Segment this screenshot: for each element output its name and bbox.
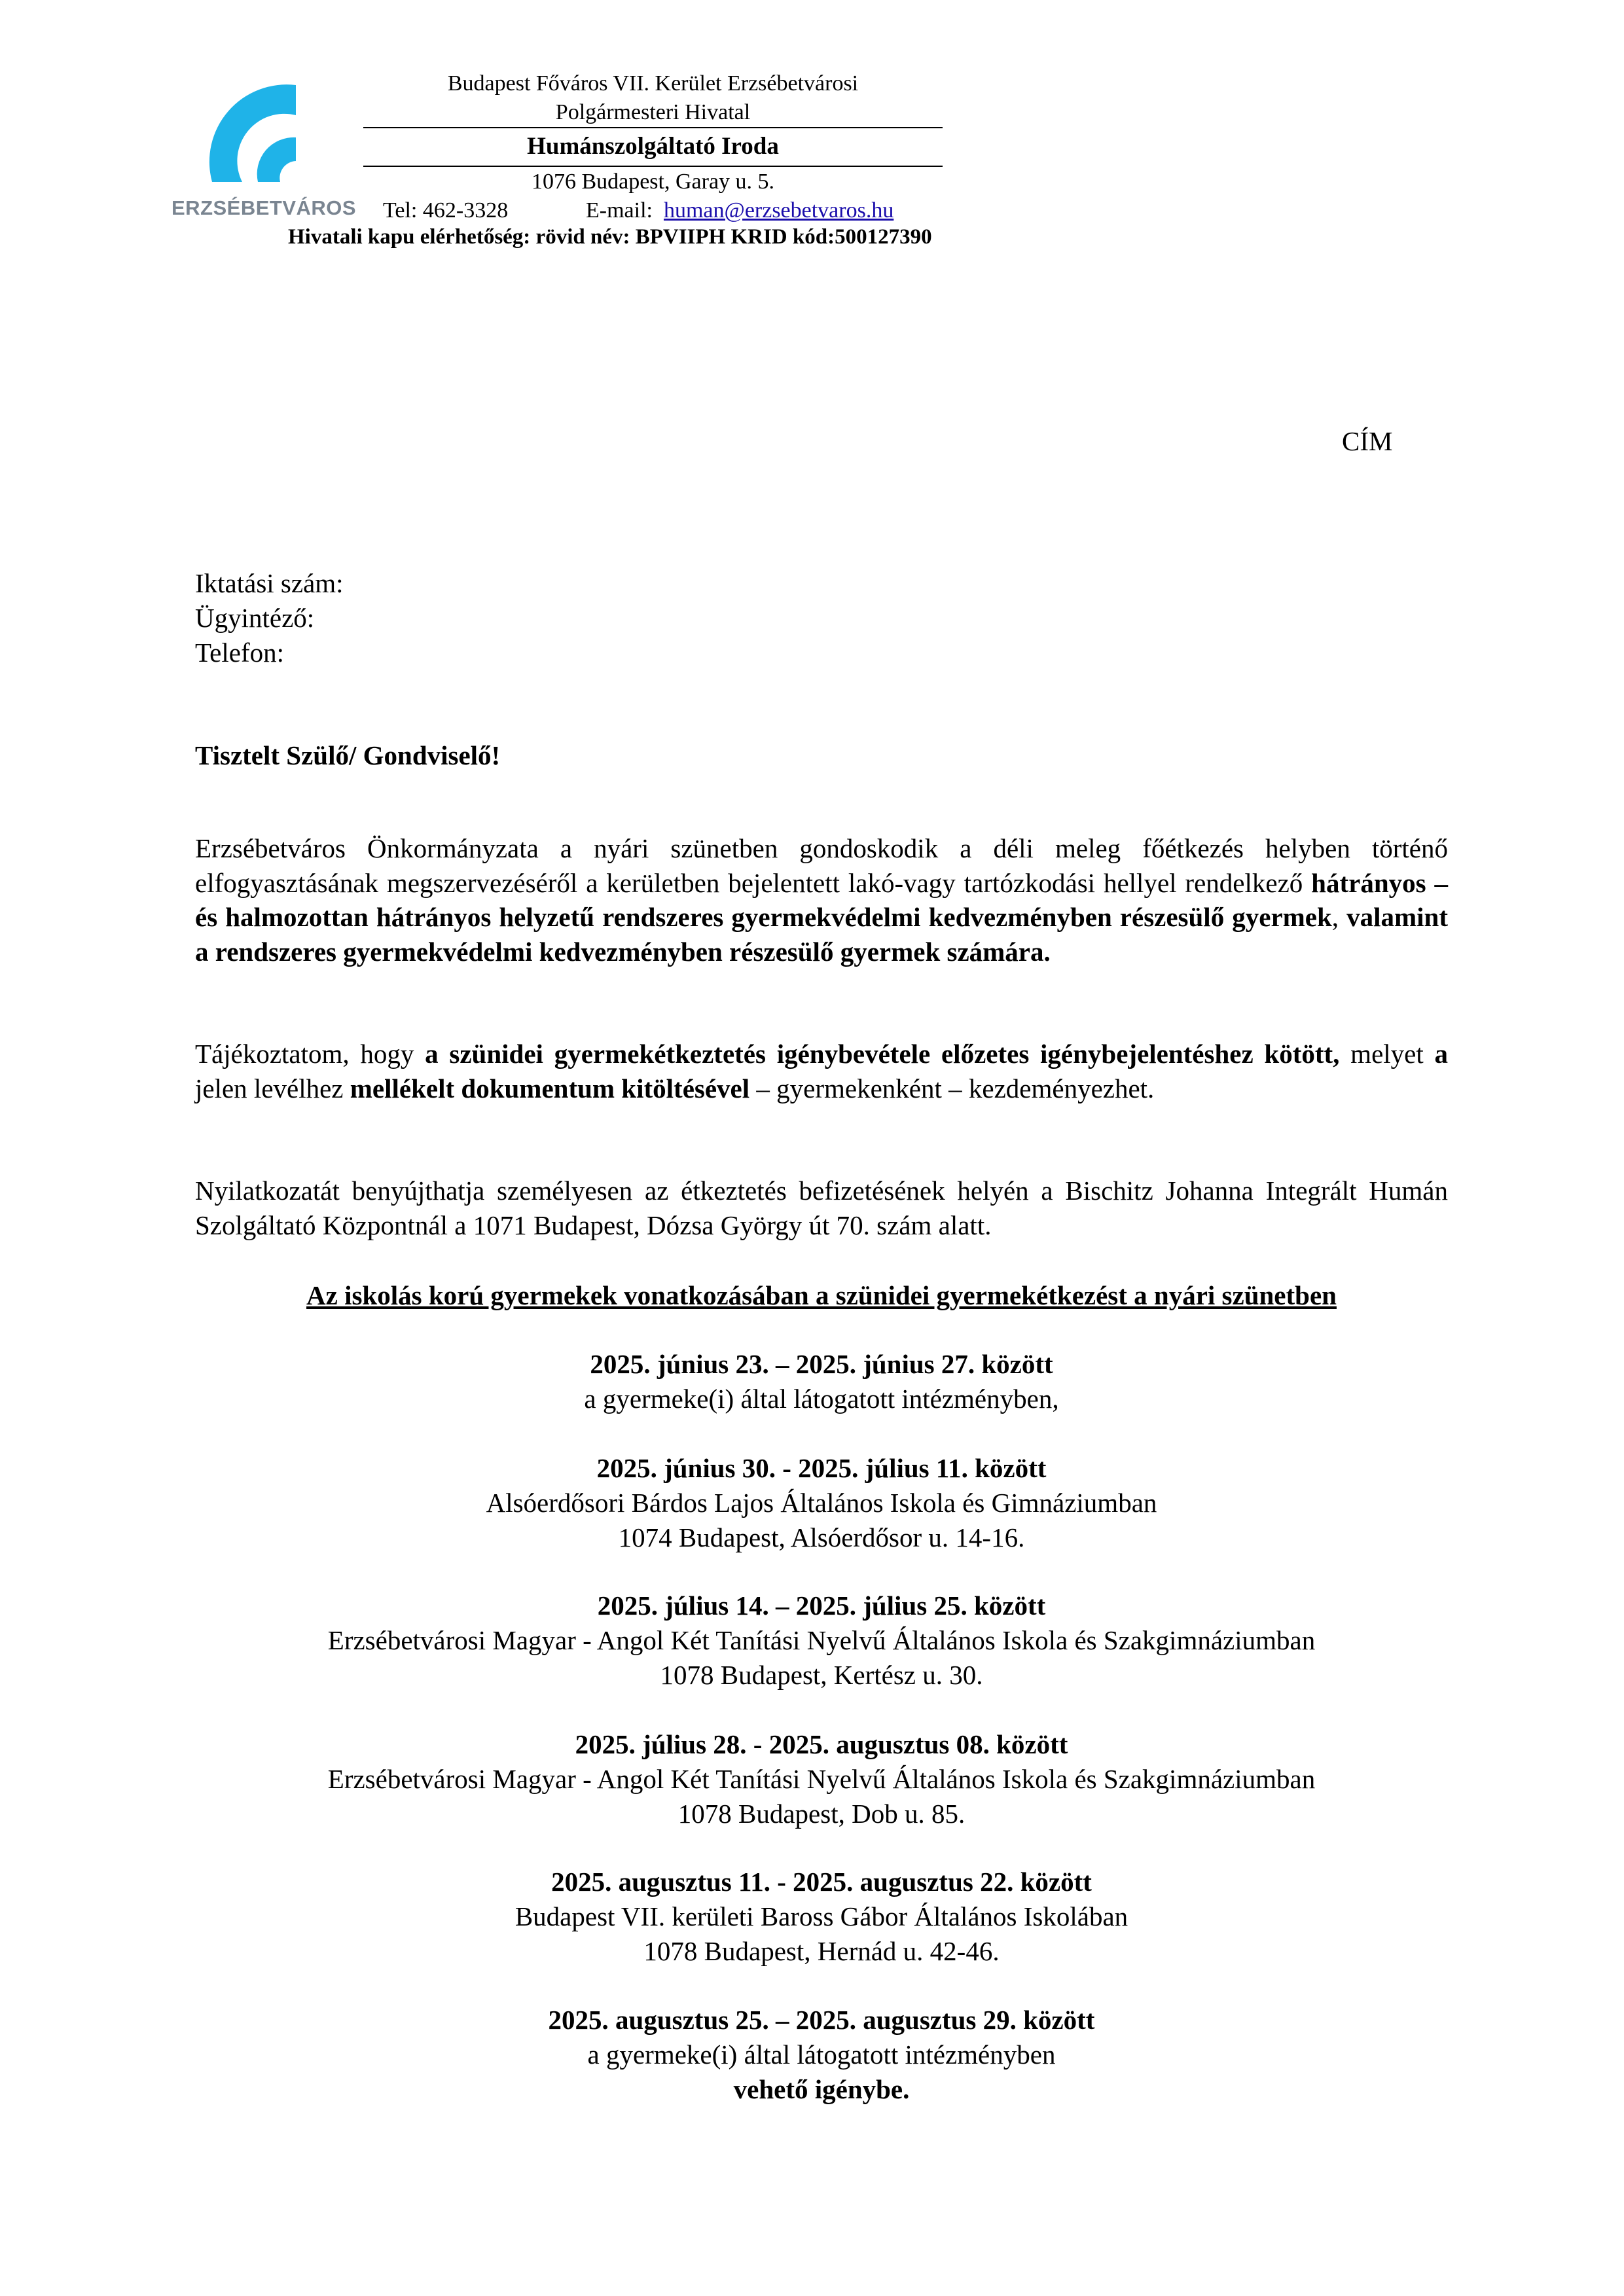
org-name-line2: Polgármesteri Hivatal xyxy=(555,100,751,124)
office-address: 1076 Budapest, Garay u. 5. xyxy=(531,170,775,194)
phone-number: Tel: 462-3328 xyxy=(383,198,509,223)
paragraph-notice: Tájékoztatom, hogy a szünidei gyermekétkeztetés igénybevétele előzetes igénybejelentéshez kötött, melyet a jelen levélhez mellékelt dokumentum kitöltésével – gyermekenként – kezdeményezhet. xyxy=(195,1039,1448,1103)
schedule-dates: 2025. június 23. – 2025. június 27. között xyxy=(590,1349,1053,1379)
recipient-address: CÍM xyxy=(1342,426,1393,456)
phone-label: Telefon: xyxy=(195,637,285,668)
erzsebetvaros-logo xyxy=(171,77,357,231)
schedule-period xyxy=(195,1727,1448,1831)
email-block xyxy=(586,198,893,224)
schedule-dates: 2025. augusztus 25. – 2025. augusztus 29. között xyxy=(548,2005,1095,2035)
contact-line xyxy=(363,198,1083,225)
reference-number-label: Iktatási szám: xyxy=(195,568,344,598)
schedule-location: a gyermeke(i) által látogatott intézményben, xyxy=(584,1384,1059,1414)
schedule-period xyxy=(195,1347,1448,1416)
schedule-location: a gyermeke(i) által látogatott intézményben xyxy=(587,2039,1056,2070)
header-divider xyxy=(363,127,943,128)
schedule-dates: 2025. július 14. – 2025. július 25. között xyxy=(597,1590,1046,1621)
schedule-period xyxy=(195,2003,1448,2107)
schedule-address: 1078 Budapest, Dob u. 85. xyxy=(677,1799,965,1829)
reference-block xyxy=(195,566,344,670)
schedule-location: Budapest VII. kerületi Baross Gábor Általános Iskolában xyxy=(514,1901,1128,1931)
case-officer-label: Ügyintéző: xyxy=(195,603,315,633)
schedule-period xyxy=(195,1451,1448,1555)
schedule-period xyxy=(195,1865,1448,1969)
schedule-title: Az iskolás korú gyermekek vonatkozásában a szünidei gyermekétkezést a nyári szünetben xyxy=(306,1280,1337,1310)
org-name-line1: Budapest Főváros VII. Kerület Erzsébetvárosi xyxy=(447,71,859,96)
salutation: Tisztelt Szülő/ Gondviselő! xyxy=(195,740,501,770)
gateway-info: Hivatali kapu elérhetőség: rövid név: BPVIIPH KRID kód:500127390 xyxy=(288,225,932,249)
closing-line: vehető igénybe. xyxy=(733,2074,910,2104)
header-divider xyxy=(363,166,943,167)
paragraph-intro: Erzsébetváros Önkormányzata a nyári szünetben gondoskodik a déli meleg főétkezés helyben történő elfogyasztásának megszervezéséről a kerületben bejelentett lakó-vagy tartózkodási hellyel rendelkező hátrányos –és halmozottan hátrányos helyzetű rendszeres gyermekvédelmi kedvezményben részesülő gyermek, valamint a rendszeres gyermekvédelmi kedvezményben részesülő gyermek számára. xyxy=(195,833,1448,967)
email-link[interactable]: human@erzsebetvaros.hu xyxy=(663,198,894,223)
schedule-dates: 2025. augusztus 11. - 2025. augusztus 22. között xyxy=(551,1867,1092,1897)
schedule-address: 1078 Budapest, Hernád u. 42-46. xyxy=(643,1936,1000,1966)
schedule-location: Erzsébetvárosi Magyar - Angol Két Tanítási Nyelvű Általános Iskola és Szakgimnáziumban xyxy=(327,1625,1316,1655)
logo-caption: ERZSÉBETVÁROS xyxy=(171,196,357,219)
email-label: E-mail: xyxy=(586,198,653,223)
office-name: Humánszolgáltató Iroda xyxy=(527,133,779,160)
schedule-address: 1078 Budapest, Kertész u. 30. xyxy=(660,1660,983,1690)
schedule-location: Alsóerdősori Bárdos Lajos Általános Iskola és Gimnáziumban xyxy=(486,1488,1157,1518)
logo-arc-icon xyxy=(171,77,348,195)
schedule-dates: 2025. június 30. - 2025. július 11. között xyxy=(596,1453,1047,1483)
schedule-dates: 2025. július 28. - 2025. augusztus 08. között xyxy=(575,1729,1068,1759)
schedule-address: 1074 Budapest, Alsóerdősor u. 14-16. xyxy=(618,1522,1025,1552)
schedule-location: Erzsébetvárosi Magyar - Angol Két Tanítási Nyelvű Általános Iskola és Szakgimnáziumban xyxy=(327,1764,1316,1794)
paragraph-submission: Nyilatkozatát benyújthatja személyesen az étkeztetés befizetésének helyén a Bischitz Johanna Integrált Humán Szolgáltató Központnál a 1071 Budapest, Dózsa György út 70. szám alatt. xyxy=(195,1175,1448,1240)
schedule-period xyxy=(195,1588,1448,1693)
